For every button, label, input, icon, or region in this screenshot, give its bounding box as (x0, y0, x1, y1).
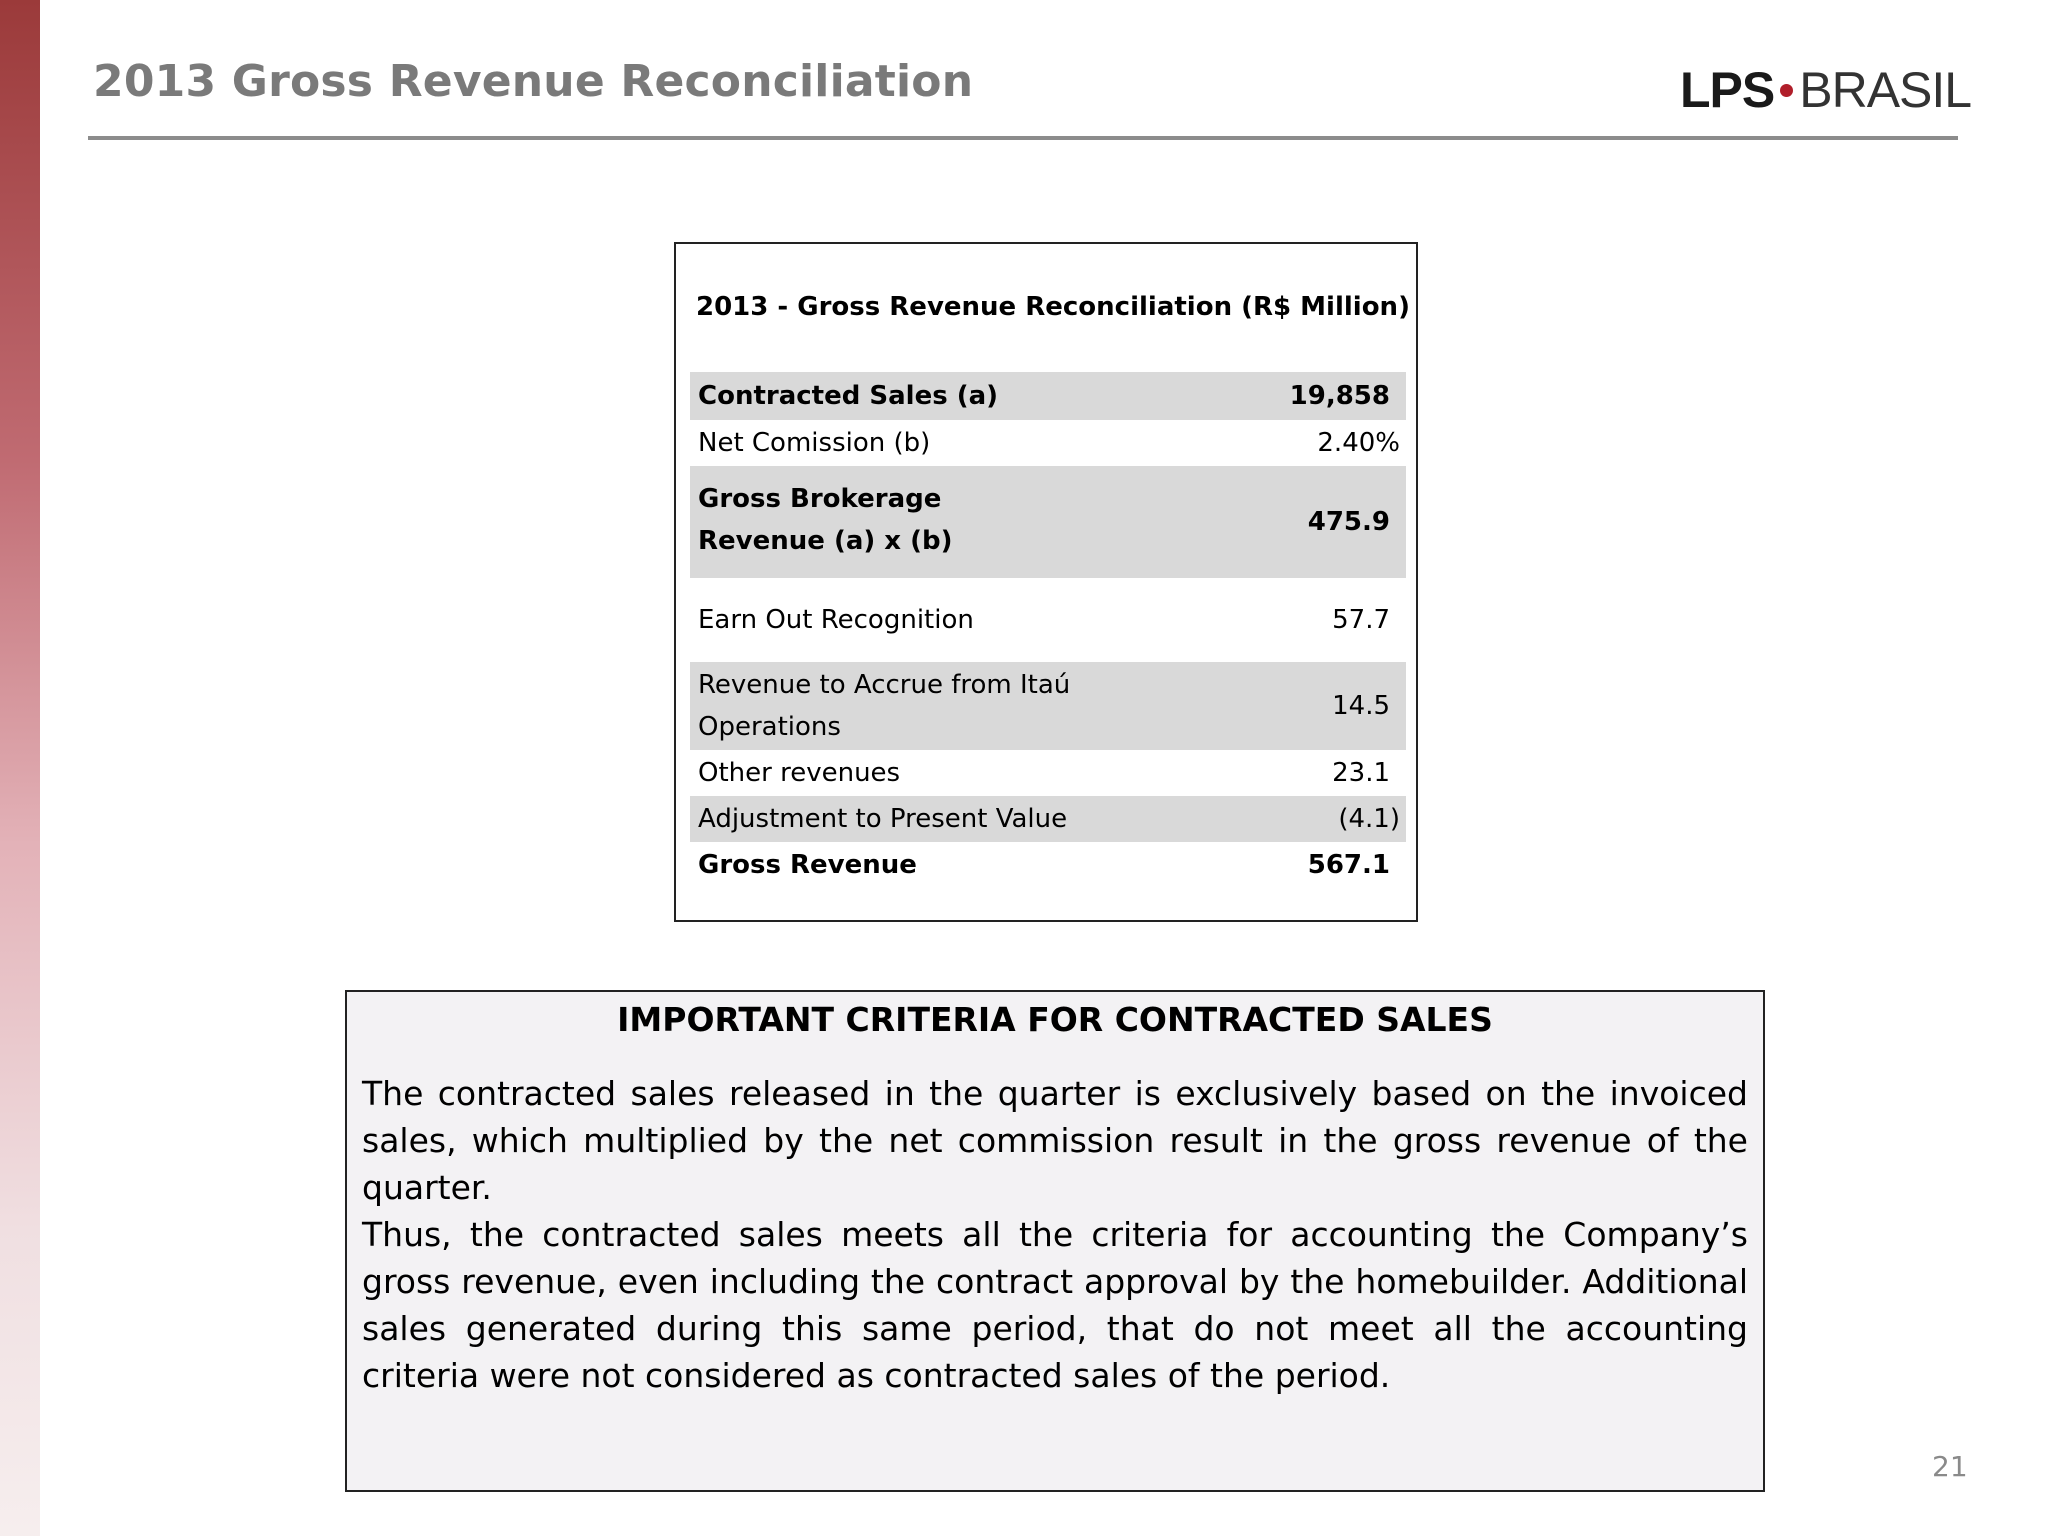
row-label: Adjustment to Present Value (698, 804, 1068, 834)
logo-text-lps: LPS (1680, 62, 1775, 118)
company-logo (1680, 60, 1971, 120)
row-label-line2: Operations (698, 712, 841, 742)
row-value: 567.1 (1307, 850, 1390, 880)
row-value: 19,858 (1289, 381, 1390, 411)
criteria-paragraph-2: Thus, the contracted sales meets all the criteria for accounting the Company’s gross revenue, even including the contract approval by the homebuilder. Additional sales generated during this same period, that do not meet all the accounting criteria were not considered as contracted sales of the period. (362, 1215, 1748, 1395)
slide-title: 2013 Gross Revenue Reconciliation (93, 56, 974, 107)
row-value: 23.1 (1332, 758, 1390, 788)
decorative-side-bar (0, 0, 40, 1536)
logo-dot-icon (1780, 84, 1793, 97)
row-label (698, 478, 953, 562)
row-label: Other revenues (698, 758, 901, 788)
criteria-paragraph-1: The contracted sales released in the quarter is exclusively based on the invoiced sales, which multiplied by the net commission result in the gross revenue of the quarter. (362, 1074, 1748, 1207)
reconciliation-table-box (674, 242, 1418, 922)
criteria-title: IMPORTANT CRITERIA FOR CONTRACTED SALES (617, 1000, 1493, 1039)
table-row-revenue-to-accrue (690, 662, 1406, 750)
table-row-net-commission (690, 420, 1406, 466)
row-label: Net Comission (b) (698, 428, 931, 458)
row-value: 2.40% (1317, 428, 1400, 458)
row-value: 14.5 (1332, 691, 1390, 721)
table-row-contracted-sales (690, 372, 1406, 420)
table-row-other-revenues (690, 750, 1406, 796)
row-value: 475.9 (1307, 507, 1390, 537)
title-divider (88, 136, 1958, 140)
row-label: Contracted Sales (a) (698, 381, 999, 411)
logo-text-brasil: BRASIL (1799, 62, 1972, 118)
row-label-line1: Revenue to Accrue from Itaú (698, 670, 1071, 700)
criteria-box (345, 990, 1765, 1492)
table-row-adjustment-present-value (690, 796, 1406, 842)
table-row-gross-brokerage (690, 466, 1406, 578)
row-label: Earn Out Recognition (698, 605, 974, 635)
page-number: 21 (1932, 1450, 1968, 1483)
row-label-line1: Gross Brokerage (698, 484, 942, 514)
row-label: Gross Revenue (698, 850, 917, 880)
row-label-line2: Revenue (a) x (b) (698, 526, 953, 556)
table-caption: 2013 - Gross Revenue Reconciliation (R$ Million) (696, 292, 1410, 322)
table-row-earn-out (690, 578, 1406, 662)
row-label (698, 664, 1070, 748)
table-row-gross-revenue (690, 842, 1406, 888)
row-value: (4.1) (1338, 804, 1400, 834)
row-value: 57.7 (1332, 605, 1390, 635)
